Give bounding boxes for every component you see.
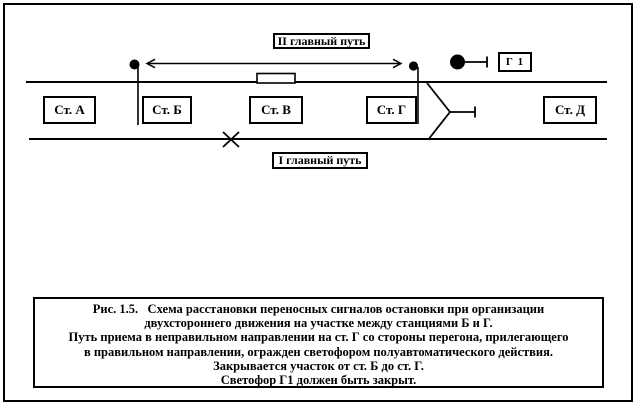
crossover-track <box>427 83 475 138</box>
station-box-a <box>43 96 96 124</box>
caption-line-6: Светофор Г1 должен быть закрыт. <box>220 373 417 388</box>
station-g-label: Ст. Г <box>376 102 407 117</box>
caption-line-1: Рис. 1.5. Схема расстановки переносных сигналов остановки при организации <box>92 302 545 316</box>
track-1-label <box>272 152 368 169</box>
track-2-label <box>273 33 370 49</box>
station-box-v <box>249 96 303 124</box>
caption-line-2: двухстороннего движения на участке между станциями Б и Г. <box>144 316 493 331</box>
work-site-marker-icon <box>257 74 295 84</box>
station-v-label: Ст. В <box>261 102 291 117</box>
figure-caption-box <box>33 297 604 388</box>
portable-stop-signal-left-icon <box>130 60 140 126</box>
station-box-g <box>366 96 417 124</box>
closed-section-arrow <box>147 59 401 67</box>
track-1-label-text: I главный путь <box>278 153 362 167</box>
station-box-b <box>142 96 192 124</box>
track-2-label-text: II главный путь <box>277 33 366 48</box>
station-a-label: Ст. А <box>54 102 85 117</box>
signal-g1-plate <box>498 52 532 72</box>
caption-line-4: в правильном направлении, огражден светофором полуавтоматического действия. <box>83 344 554 359</box>
station-d-label: Ст. Д <box>554 102 586 117</box>
signal-g1-plate-text: Г 1 <box>505 56 525 68</box>
caption-line-3: Путь приема в неправильном направлении на ст. Г со стороны перегона, прилегающего <box>68 330 569 345</box>
caption-line-5: Закрывается участок от ст. Б до ст. Г. <box>213 358 424 373</box>
signal-g1-icon <box>450 55 487 70</box>
station-box-d <box>543 96 597 124</box>
station-b-label: Ст. Б <box>152 102 182 117</box>
